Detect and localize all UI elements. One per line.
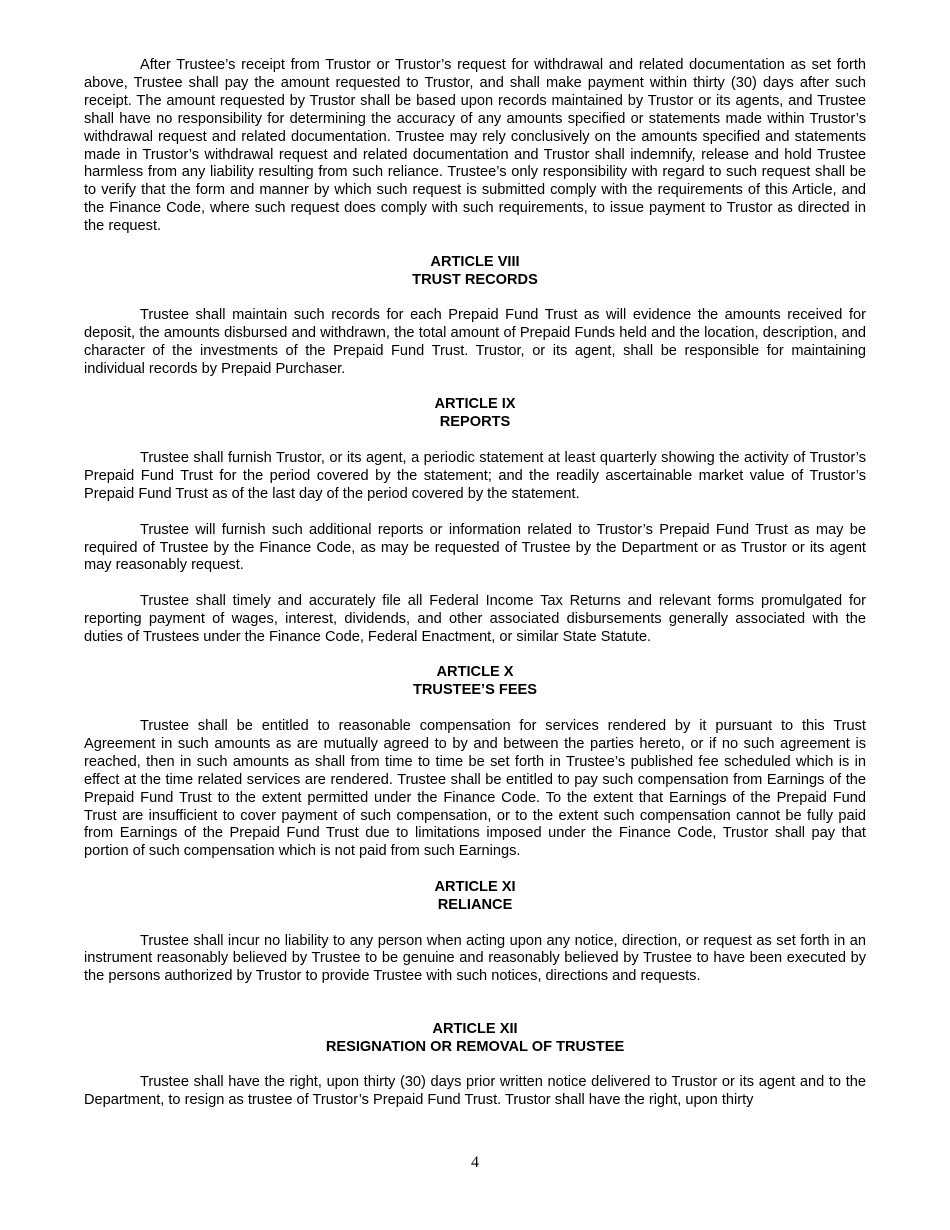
article-9-number: ARTICLE IX — [434, 396, 516, 413]
article-9-paragraph-statements: Trustee shall furnish Trustor, or its agent, a periodic statement at least quarterly showing the activity of Trustor’s Prepaid Fund Trust for the period covered by the statement; and the readily ascertainable market value of Trustor’s Prepaid Fund Trust as of the last day of the period covered by the statement. — [84, 450, 866, 502]
article-12-title: RESIGNATION OR REMOVAL OF TRUSTEE — [325, 1038, 625, 1055]
article-10-number: ARTICLE X — [436, 664, 514, 681]
article-8-number: ARTICLE VIII — [430, 253, 520, 270]
article-8-title: TRUST RECORDS — [412, 271, 538, 288]
article-10-paragraph: Trustee shall be entitled to reasonable compensation for services rendered by it pursuant to this Trust Agreement in such amounts as are mutually agreed to by and between the parties hereto, or if no such agreement is reached, then in such amounts as shall from time to time be set forth in Trustee’s published fee scheduled which is in effect at the time related services are rendered. Trustee shall be entitled to pay such compensation from Earnings of the Prepaid Fund Trust to the extent permitted under the Finance Code. To the extent that Earnings of the Prepaid Fund Trust are insufficient to cover payment of such compensation, or to the extent such compensation cannot be fully paid from Earnings of the Prepaid Fund Trust due to limitations imposed under the Finance Code, Trustor shall pay that portion of such compensation which is not paid from such Earnings. — [84, 718, 866, 860]
paragraph-withdrawal-payment: After Trustee’s receipt from Trustor or Trustor’s request for withdrawal and related documentation as set forth above, Trustee shall pay the amount requested to Trustor, and shall make payment within thirty (30) days after such receipt. The amount requested by Trustor shall be based upon records maintained by Trustor or its agents, and Trustee shall have no responsibility for determining the accuracy of any amounts specified or statements made within Trustor’s withdrawal request and related documentation. Trustee may rely conclusively on the amounts specified and statements made in Trustor’s withdrawal request and related documentation and Trustor shall indemnify, release and hold Trustee harmless from any liability resulting from such reliance. Trustee’s only responsibility with regard to such request shall be to verify that the form and manner by which such request is submitted comply with the requirements of this Article, and the Finance Code, where such request does comply with such requirements, to issue payment to Trustor as directed in the request. — [84, 57, 866, 235]
article-11-heading — [84, 879, 866, 915]
article-9-paragraph-tax-returns: Trustee shall timely and accurately file all Federal Income Tax Returns and relevant forms promulgated for reporting payment of wages, interest, dividends, and other associated disbursements generally associated with the duties of Trustees under the Finance Code, Federal Enactment, or similar State Statute. — [84, 593, 866, 645]
article-12-paragraph: Trustee shall have the right, upon thirty (30) days prior written notice delivered to Trustor or its agent and to the Department, to resign as trustee of Trustor’s Prepaid Fund Trust. Trustor shall have the right, upon thirty — [84, 1074, 866, 1109]
article-11-paragraph: Trustee shall incur no liability to any person when acting upon any notice, direction, or request as set forth in an instrument reasonably believed by Trustee to be genuine and reasonably believed by Trustee to have been executed by the persons authorized by Trustor to provide Trustee with such notices, directions and requests. — [84, 932, 866, 985]
article-8-paragraph: Trustee shall maintain such records for each Prepaid Fund Trust as will evidence the amounts received for deposit, the amounts disbursed and withdrawn, the total amount of Prepaid Funds held and the location, description, and character of the investments of the Prepaid Fund Trust. Trustor, or its agent, shall be responsible for maintaining individual records by Prepaid Purchaser. — [84, 307, 866, 377]
article-12-heading — [84, 1021, 866, 1057]
page-number: 4 — [471, 1154, 479, 1171]
article-8-heading — [84, 254, 866, 290]
article-10-title: TRUSTEE’S FEES — [412, 682, 538, 699]
article-11-number: ARTICLE XI — [434, 878, 516, 895]
article-9-paragraph-additional-reports: Trustee will furnish such additional reports or information related to Trustor’s Prepaid Fund Trust as may be required of Trustee by the Finance Code, as may be requested of Trustee by the Department or as Trustor or its agent may reasonably request. — [84, 521, 866, 574]
article-9-heading — [84, 396, 866, 432]
article-10-heading — [84, 664, 866, 700]
article-11-title: RELIANCE — [437, 896, 513, 913]
article-9-title: REPORTS — [439, 414, 511, 431]
document-page — [84, 57, 866, 1110]
article-12-number: ARTICLE XII — [432, 1020, 518, 1037]
